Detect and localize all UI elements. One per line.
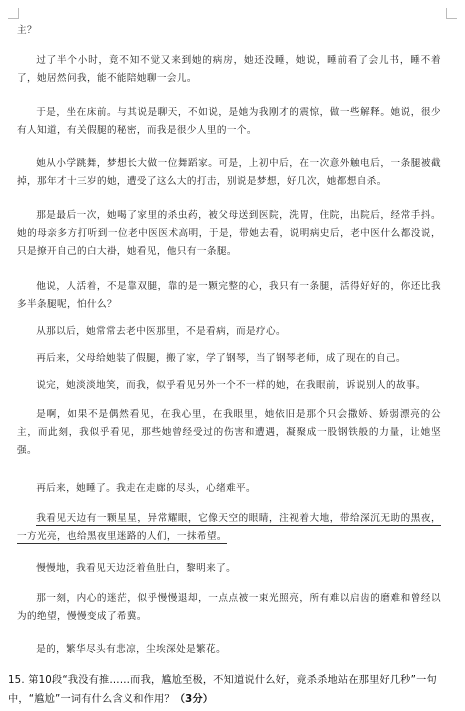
page-corner-mark: [446, 8, 457, 19]
paragraph: 慢慢地，我看见天边泛着鱼肚白，黎明来了。: [36, 563, 237, 574]
paragraph: 那一刻，内心的迷茫，似乎慢慢退却，一点点被一束光照亮，所有难以启齿的磨难和曾经以为的绝望，慢慢变成了希冀。: [17, 593, 441, 622]
paragraph: 他说，人活着，不是靠双腿，靠的是一颗完整的心，我只有一条腿，活得好好的，你还比我多半条腿呢，怕什么？: [17, 281, 441, 310]
paragraph: 她从小学跳舞，梦想长大做一位舞蹈家。可是，上初中后，在一次意外触电后，一条腿被截掉，那年才十三岁的她，遭受了这么大的打击，别说是梦想，好几次，她都想自杀。: [17, 158, 441, 187]
paragraph: 再后来，她睡了。我走在走廊的尽头，心绪难平。: [36, 483, 257, 494]
underlined-text: 我看见天边有一颗星星，异常耀眼，它像天空的眼睛，注视着大地，带给深沉无助的黑夜，一方光亮，也给黑夜里迷路的人们，一抹希望。: [17, 513, 441, 542]
paragraph: 过了半个小时，竟不知不觉又来到她的病房，她还没睡，她说，睡前看了会儿书，睡不着了，她居然问我，能不能陪她聊一会儿。: [17, 55, 441, 84]
paragraph: 从那以后，她常常去老中医那里，不是看病，而是疗心。: [36, 326, 287, 337]
question-15: [8, 671, 438, 709]
paragraph: 再后来，父母给她装了假腿，搬了家，学了钢琴，当了钢琴老师，成了现在的自己。: [36, 353, 406, 364]
paragraph: 是的，繁华尽头有悲凉，尘埃深处是繁花。: [36, 644, 227, 655]
paragraph: 于是，坐在床前。与其说是聊天，不如说，是她为我刚才的震惊，做一些解释。她说，很少有人知道，有关假腿的秘密，而我是很少人里的一个。: [17, 107, 441, 136]
paragraph: 说完，她淡淡地笑，而我，似乎看见另外一个不一样的她，在我眼前，诉说别人的故事。: [36, 380, 426, 391]
paragraph: 主？: [17, 25, 37, 36]
underlined-paragraph: [17, 510, 441, 546]
paragraph: 是啊，如果不是偶然看见，在我心里，在我眼里，她依旧是那个只会撒娇、娇弱漂亮的公主，而此刻，我似乎看见，那些她曾经受过的伤害和遭遇，凝聚成一股钢铁般的力量，让她坚强。: [17, 409, 441, 456]
question-text: 15. 第10段“我没有推……而我，尴尬至极，不知道说什么好，竟杀杀地站在那里好几秒”一句中，“尴尬”一词有什么含义和作用？: [8, 675, 437, 705]
paragraph: 那是最后一次，她喝了家里的杀虫药，被父母送到医院，洗胃，住院，出院后，经常手抖。她的母亲多方打听到一位老中医医术高明，于是，带她去看，说明病史后，老中医什么都没说，只是撩开自己的白大褂，她看见，他只有一条腿。: [17, 210, 441, 257]
page-corner-mark: [8, 8, 19, 19]
question-score: （3分）: [174, 694, 214, 705]
